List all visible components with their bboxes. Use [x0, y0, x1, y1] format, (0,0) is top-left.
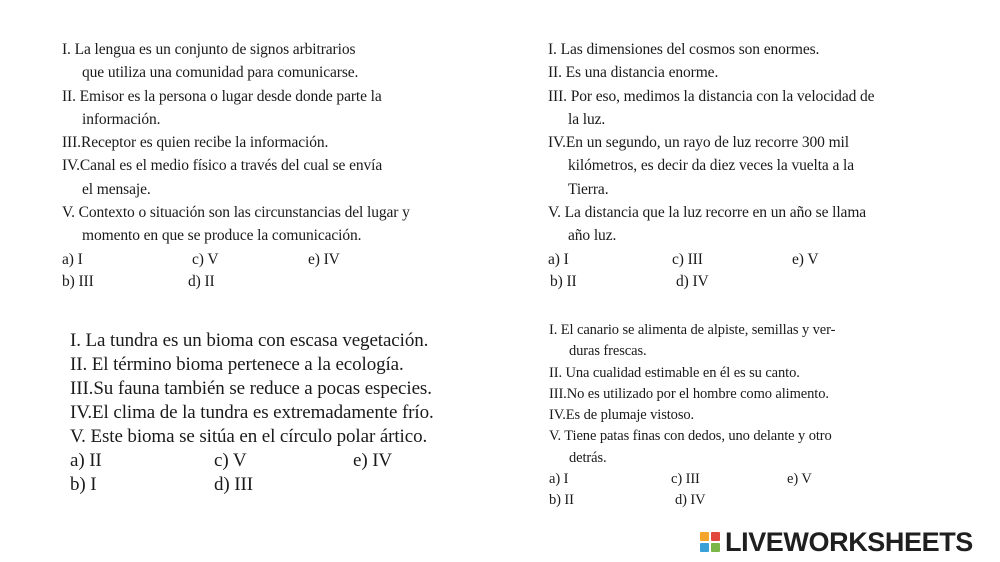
statement-line: II. Es una distancia enorme.	[548, 64, 719, 82]
question-block-1	[62, 38, 462, 292]
statements	[548, 38, 948, 248]
statement-line: II. El término bioma pertenece a la ecología.	[70, 354, 404, 375]
question-block-4	[549, 320, 949, 511]
option-c[interactable]: c) III	[672, 250, 703, 268]
statement-line: III. Por eso, medimos la distancia con la velocidad de	[548, 87, 875, 105]
logo-square	[711, 543, 720, 552]
option-d[interactable]: d) IV	[676, 272, 709, 290]
option-c[interactable]: c) V	[192, 250, 219, 268]
statement-line: año luz.	[568, 227, 617, 245]
statement-line: III.Su fauna también se reduce a pocas especies.	[70, 378, 432, 399]
options-row-2	[549, 490, 949, 511]
question-block-3	[70, 329, 500, 497]
statement-line: I. La tundra es un bioma con escasa vegetación.	[70, 330, 429, 351]
statement-line: la luz.	[568, 110, 606, 128]
logo-square	[711, 532, 720, 541]
logo-square	[700, 532, 709, 541]
statement-line: V. La distancia que la luz recorre en un año se llama	[548, 204, 867, 222]
option-e[interactable]: e) IV	[308, 250, 340, 268]
statement-line: duras frescas.	[569, 343, 647, 360]
statement-line: II. Una cualidad estimable en él es su canto.	[549, 364, 800, 381]
options-row-1	[70, 449, 500, 473]
option-d[interactable]: d) IV	[675, 492, 706, 509]
statement-line: detrás.	[569, 449, 607, 466]
option-a[interactable]: a) I	[549, 471, 569, 488]
logo-mark-icon	[700, 532, 720, 552]
statement-line: IV.El clima de la tundra es extremadamente frío.	[70, 402, 434, 423]
option-b[interactable]: b) II	[550, 272, 577, 290]
options-row-1	[548, 248, 948, 270]
option-b[interactable]: b) II	[549, 492, 574, 509]
logo-text: LIVEWORKSHEETS	[725, 526, 973, 557]
option-a[interactable]: a) II	[70, 450, 102, 471]
option-c[interactable]: c) III	[671, 471, 700, 488]
option-a[interactable]: a) I	[62, 250, 83, 268]
statement-line: IV.Canal es el medio físico a través del cual se envía	[62, 157, 383, 175]
statement-line: III.No es utilizado por el hombre como alimento.	[549, 385, 829, 402]
statement-line: momento en que se produce la comunicación.	[82, 227, 362, 245]
statement-line: V. Tiene patas finas con dedos, uno delante y otro	[549, 428, 832, 445]
statement-line: II. Emisor es la persona o lugar desde donde parte la	[62, 87, 382, 105]
statement-line: kilómetros, es decir da diez veces la vuelta a la	[568, 157, 855, 175]
option-d[interactable]: d) III	[214, 474, 253, 495]
statement-line: Tierra.	[568, 180, 609, 198]
statement-line: que utiliza una comunidad para comunicarse.	[82, 64, 359, 82]
option-e[interactable]: e) V	[787, 471, 812, 488]
option-b[interactable]: b) I	[70, 474, 97, 495]
statement-line: I. El canario se alimenta de alpiste, semillas y ver-	[549, 322, 836, 338]
statement-line: V. Este bioma se sitúa en el círculo polar ártico.	[70, 426, 428, 447]
statement-line: información.	[82, 110, 161, 128]
statements	[70, 329, 500, 449]
option-e[interactable]: e) V	[792, 250, 819, 268]
options-row-1	[62, 248, 462, 270]
option-b[interactable]: b) III	[62, 272, 94, 290]
options-row-1	[549, 469, 949, 490]
option-d[interactable]: d) II	[188, 272, 215, 290]
statements	[62, 38, 462, 248]
options-row-2	[62, 270, 462, 292]
statement-line: el mensaje.	[82, 180, 151, 198]
statement-line: I. La lengua es un conjunto de signos arbitrarios	[62, 41, 356, 58]
statement-line: III.Receptor es quien recibe la información.	[62, 134, 329, 152]
question-block-2	[548, 38, 948, 292]
statements	[549, 320, 949, 469]
statement-line: V. Contexto o situación son las circunstancias del lugar y	[62, 204, 410, 222]
option-c[interactable]: c) V	[214, 450, 247, 471]
option-a[interactable]: a) I	[548, 250, 569, 268]
logo-square	[700, 543, 709, 552]
liveworksheets-logo	[700, 527, 973, 557]
statement-line: I. Las dimensiones del cosmos son enormes.	[548, 41, 820, 58]
option-e[interactable]: e) IV	[353, 450, 393, 471]
statement-line: IV.En un segundo, un rayo de luz recorre 300 mil	[548, 134, 849, 152]
options-row-2	[548, 270, 948, 292]
statement-line: IV.Es de plumaje vistoso.	[549, 407, 695, 424]
options-row-2	[70, 473, 500, 497]
